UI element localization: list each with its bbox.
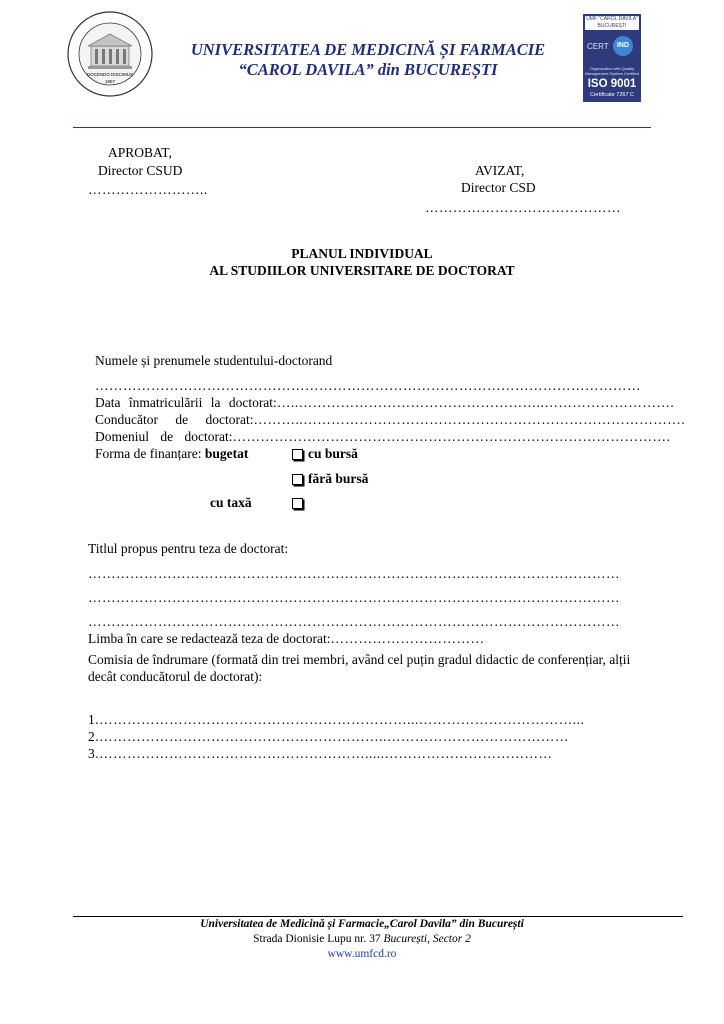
- domain-row: [95, 429, 680, 445]
- supervisor-label: Conducător de doctorat:: [95, 412, 254, 427]
- funding-form-label: Forma de finanțare:: [95, 446, 202, 461]
- approved-title: APROBAT,: [108, 145, 172, 160]
- endorsed-role: Director CSD: [461, 180, 536, 195]
- certificate-number: Certificate 7267 C: [589, 92, 635, 98]
- without-scholarship-checkbox[interactable]: [292, 474, 303, 485]
- endorsed-signature-line: ……………………………………: [425, 200, 621, 215]
- university-name-line1: UNIVERSITATEA DE MEDICINĂ ȘI FARMACIE: [190, 40, 546, 59]
- footer-address: [0, 933, 724, 945]
- committee-description-line2: decât conducătorul de doctorat):: [88, 669, 263, 684]
- enrollment-label: Data înmatriculării la doctorat:: [95, 395, 277, 410]
- language-row: [88, 631, 484, 647]
- supervisor-row: [95, 412, 686, 428]
- student-name-label: Numele și prenumele studentului-doctorand: [95, 353, 333, 368]
- seal-year: 1857: [104, 79, 115, 84]
- footer-street: Strada Dionisie Lupu nr. 37: [253, 933, 384, 945]
- iso-label: ISO 9001: [587, 78, 637, 90]
- committee-member-3[interactable]: 3.………………………………………………….....………………………………: [88, 746, 553, 761]
- domain-label: Domeniul de doctorat:: [95, 429, 233, 444]
- with-scholarship-label: cu bursă: [308, 446, 358, 461]
- cert-small-text: Organization with Quality Management System Certified: [585, 66, 639, 76]
- footer-university-name: Universitatea de Medicină și Farmacie„Carol Davila” din București: [200, 918, 524, 930]
- with-scholarship-option[interactable]: [292, 446, 358, 462]
- without-scholarship-option[interactable]: [292, 471, 368, 487]
- enrollment-field[interactable]: …..……………………………………………..……………………….: [276, 395, 675, 410]
- cert-ind-icon: IND: [613, 36, 633, 56]
- document-title-line1: PLANUL INDIVIDUAL: [291, 246, 433, 261]
- cert-label: CERT: [587, 42, 609, 51]
- committee-member-1[interactable]: 1.…………………………………………………………...……………………………...: [88, 712, 585, 727]
- budget-label: bugetat: [204, 446, 249, 461]
- language-label: Limba în care se redactează teza de doctorat:: [88, 631, 331, 646]
- iso-certification-logo: [583, 14, 641, 102]
- with-scholarship-checkbox[interactable]: [292, 449, 303, 460]
- thesis-title-line-1[interactable]: ……………………………………………………………………………………………………: [88, 566, 620, 581]
- domain-field[interactable]: ………………………………………………………………………………….: [232, 429, 671, 444]
- student-name-field[interactable]: ………………………………………………………………………………………………………: [95, 378, 641, 393]
- enrollment-row: [95, 395, 680, 411]
- thesis-title-line-2[interactable]: ……………………………………………………………………………………………………: [88, 590, 620, 605]
- without-scholarship-label: fără bursă: [308, 471, 369, 486]
- fee-label: cu taxă: [210, 495, 252, 510]
- committee-member-2[interactable]: 2.……………………………………………………..…………………………………: [88, 729, 569, 744]
- university-name: [168, 40, 568, 80]
- header-divider: [73, 127, 651, 128]
- document-title-line2: AL STUDIILOR UNIVERSITARE DE DOCTORAT: [209, 263, 515, 278]
- committee-description-line1: Comisia de îndrumare (formată din trei membri, având cel puțin gradul didactic de conferențiar, alții: [88, 652, 631, 667]
- fee-checkbox[interactable]: [292, 498, 303, 509]
- supervisor-field[interactable]: ………..……………………………………………………………………….: [253, 412, 686, 427]
- footer-website-link[interactable]: www.umfcd.ro: [327, 948, 397, 960]
- fee-option[interactable]: [292, 495, 308, 511]
- funding-label: [95, 446, 248, 462]
- approved-signature-line: ……………………..: [88, 182, 208, 197]
- university-seal-logo: [66, 10, 154, 98]
- cert-top-label: UMF "CAROL DAVILA" BUCUREȘTI: [586, 16, 638, 29]
- footer-city: București, Sector 2: [383, 933, 471, 945]
- footer-divider: [73, 916, 683, 917]
- thesis-title-line-3[interactable]: ……………………………………………………………………………………………………: [88, 614, 620, 629]
- thesis-title-label: Titlul propus pentru teza de doctorat:: [88, 541, 289, 556]
- university-name-line2: “CAROL DAVILA” din BUCUREȘTI: [238, 60, 498, 79]
- seal-motto: DOCENDO DISCIMUS: [86, 72, 134, 77]
- endorsed-title: AVIZAT,: [475, 163, 525, 178]
- language-field[interactable]: ……………………………: [330, 631, 485, 646]
- approved-role: Director CSUD: [98, 163, 183, 178]
